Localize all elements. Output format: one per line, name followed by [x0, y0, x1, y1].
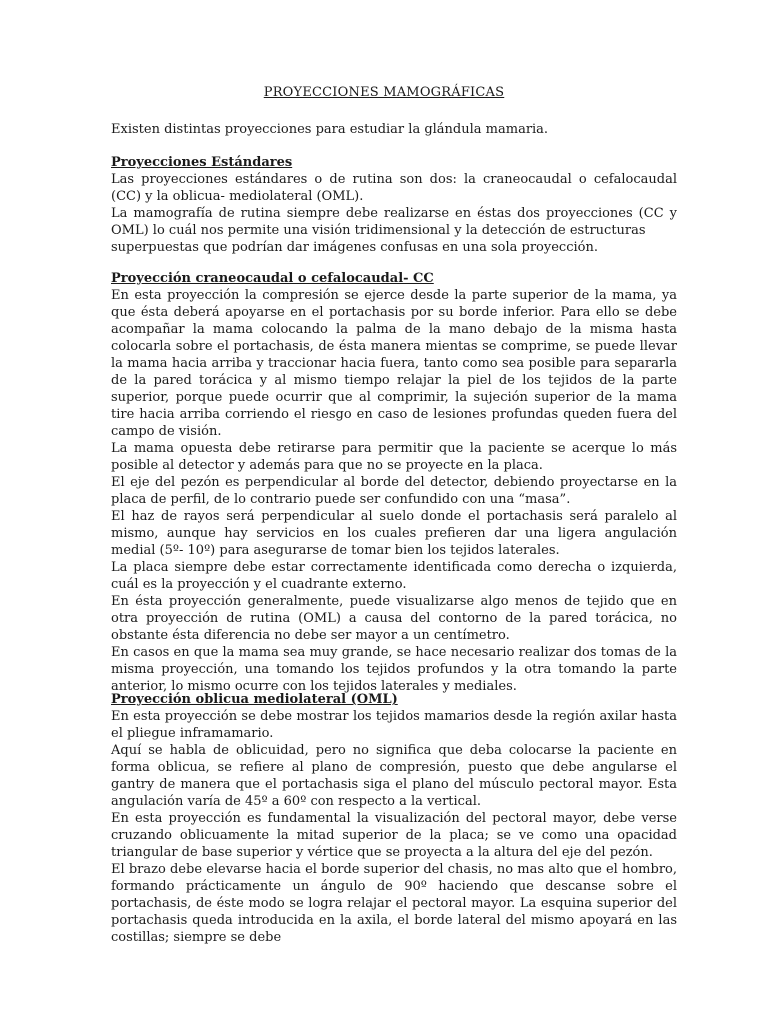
document-title: PROYECCIONES MAMOGRÁFICAS	[263, 85, 505, 100]
paragraph: En esta proyección se debe mostrar los tejidos mamarios desde la región axilar hasta el pliegue inframamario.	[111, 709, 677, 741]
section-proyeccion-oblicua-mediolateral	[111, 691, 677, 946]
intro-paragraph: Existen distintas proyecciones para estudiar la glándula mamaria.	[111, 122, 549, 137]
section-heading: Proyecciones Estándares	[111, 155, 293, 170]
section-heading: Proyección oblicua mediolateral (OML)	[111, 692, 398, 707]
paragraph: La mama opuesta debe retirarse para permitir que la paciente se acerque lo más posible al detector y además para que no se proyecte en la placa.	[111, 441, 677, 473]
section-heading: Proyección craneocaudal o cefalocaudal- CC	[111, 271, 434, 286]
section-proyeccion-craneocaudal	[111, 270, 677, 695]
paragraph: En ésta proyección generalmente, puede visualizarse algo menos de tejido que en otra proyección de rutina (OML) a causa del contorno de la pared torácica, no obstante ésta diferencia no debe ser mayor a un centímetro.	[111, 594, 677, 643]
paragraph: Las proyecciones estándares o de rutina son dos: la craneocaudal o cefalocaudal (CC) y la oblicua- mediolateral (OML).	[111, 172, 677, 204]
intro-block	[111, 121, 677, 138]
paragraph: El haz de rayos será perpendicular al suelo donde el portachasis será paralelo al mismo, aunque hay servicios en los cuales prefieren dar una ligera angulación medial (5º- 10º) para asegurarse de tomar bien los tejidos laterales.	[111, 509, 677, 558]
paragraph: superpuestas que podrían dar imágenes confusas en una sola proyección.	[111, 240, 598, 255]
paragraph: La mamografía de rutina siempre debe realizarse en éstas dos proyecciones (CC y OML) lo cuál nos permite una visión tridimensional y la detección de estructuras	[111, 206, 677, 238]
paragraph: El brazo debe elevarse hacia el borde superior del chasis, no mas alto que el hombro, formando prácticamente un ángulo de 90º haciendo que descanse sobre el portachasis, de éste modo se logra relajar el pectoral mayor. La esquina superior del portachasis queda introducida en la axila, el borde lateral del mismo apoyará en las costillas; siempre se debe	[111, 862, 677, 945]
paragraph: El eje del pezón es perpendicular al borde del detector, debiendo proyectarse en la placa de perfil, de lo contrario puede ser confundido con una “masa”.	[111, 475, 677, 507]
paragraph: En esta proyección es fundamental la visualización del pectoral mayor, debe verse cruzando oblicuamente la mitad superior de la placa; se ve como una opacidad triangular de base superior y vértice que se proyecta a la altura del eje del pezón.	[111, 811, 677, 860]
section-proyecciones-estandares	[111, 154, 677, 256]
paragraph: En casos en que la mama sea muy grande, se hace necesario realizar dos tomas de la misma proyección, una tomando los tejidos profundos y la otra tomando la parte anterior, lo mismo ocurre con los tejidos laterales y mediales.	[111, 645, 677, 694]
paragraph: La placa siempre debe estar correctamente identificada como derecha o izquierda, cuál es la proyección y el cuadrante externo.	[111, 560, 677, 592]
paragraph: Aquí se habla de oblicuidad, pero no significa que deba colocarse la paciente en forma oblicua, se refiere al plano de compresión, puesto que debe angularse el gantry de manera que el portachasis siga el plano del músculo pectoral mayor. Esta angulación varía de 45º a 60º con respecto a la vertical.	[111, 743, 677, 809]
paragraph: En esta proyección la compresión se ejerce desde la parte superior de la mama, ya que ésta deberá apoyarse en el portachasis por su borde inferior. Para ello se debe acompañar la mama colocando la palma de la mano debajo de la misma hasta colocarla sobre el portachasis, de ésta manera mientas se comprime, se puede llevar la mama hacia arriba y traccionar hacia fuera, tanto como sea posible para separarla de la pared torácica y al mismo tiempo relajar la piel de los tejidos de la parte superior, porque puede ocurrir que al comprimir, la sujeción superior de la mama tire hacia arriba corriendo el riesgo en caso de lesiones profundas queden fuera del campo de visión.	[111, 288, 677, 439]
